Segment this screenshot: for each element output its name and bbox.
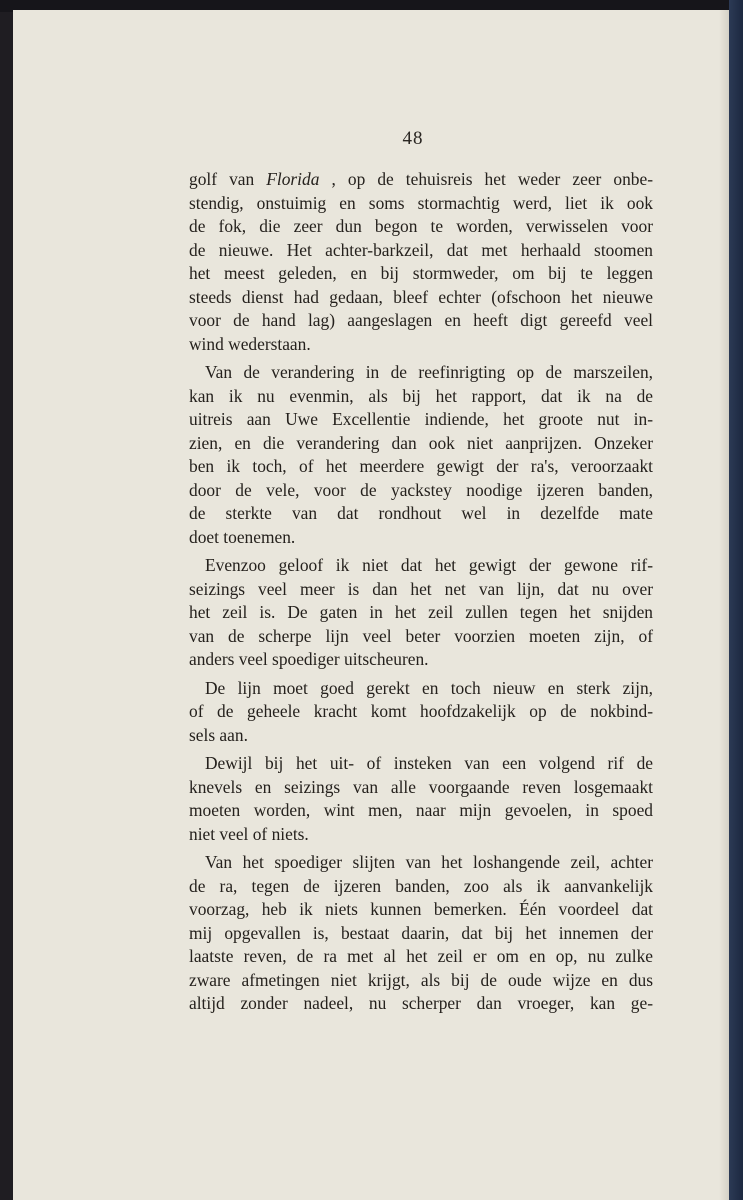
text-line: laatste reven, de ra met al het zeil er om en op, nu zulke <box>189 946 653 966</box>
text-line: voorzag, heb ik niets kunnen bemerken. Één voordeel dat <box>189 899 653 919</box>
text-line: Dewijl bij het uit- of insteken van een volgend rif de <box>205 753 653 773</box>
text-line: zware afmetingen niet krijgt, als bij de oude wijze en dus <box>189 969 653 990</box>
text-segment: golf van <box>189 169 267 189</box>
text-line: De lijn moet goed gerekt en toch nieuw en sterk zijn, <box>205 677 653 698</box>
text-segment: , op de tehuisreis het weder zeer onbe- <box>331 169 653 189</box>
text-line: uitreis aan Uwe Excellentie indiende, het groote nut in- <box>189 409 653 429</box>
text-line: altijd zonder nadeel, nu scherper dan vroeger, kan ge- <box>189 993 653 1013</box>
text-line <box>189 168 653 192</box>
text-line: door de vele, voor de yackstey noodige ijzeren banden, <box>189 479 653 500</box>
place-name-florida: Florida <box>266 169 320 189</box>
text-line: steeds dienst had gedaan, bleef echter (ofschoon het nieuwe <box>189 286 653 307</box>
text-line: Van het spoediger slijten van het loshangende zeil, achter <box>205 852 653 872</box>
text-line: de sterkte van dat rondhout wel in dezelfde mate <box>189 503 653 523</box>
text-line: moeten worden, wint men, naar mijn gevoelen, in spoed <box>189 800 653 820</box>
paragraph <box>189 752 653 846</box>
body-text <box>189 168 653 1016</box>
paragraph <box>189 361 653 549</box>
book-spine-edge <box>729 0 743 1200</box>
text-line: de ra, tegen de ijzeren banden, zoo als ik aanvankelijk <box>189 875 653 896</box>
text-line: of de geheele kracht komt hoofdzakelijk op de nokbind- <box>189 701 653 721</box>
text-line: seizings veel meer is dan het net van lijn, dat nu over <box>189 578 653 599</box>
text-line: kan ik nu evenmin, als bij het rapport, dat ik na de <box>189 385 653 406</box>
text-line: stendig, onstuimig en soms stormachtig werd, liet ik ook <box>189 192 653 213</box>
text-line: knevels en seizings van alle voorgaande reven losgemaakt <box>189 776 653 797</box>
text-line: ben ik toch, of het meerdere gewigt der ra's, veroorzaakt <box>189 456 653 476</box>
paragraph <box>189 851 653 1016</box>
text-line: sels aan. <box>189 724 248 745</box>
text-line: de fok, die zeer dun begon te worden, verwisselen voor <box>189 216 653 236</box>
paragraph <box>189 677 653 748</box>
text-line: Evenzoo geloof ik niet dat het gewigt der gewone rif- <box>205 555 653 575</box>
text-line: het meest geleden, en bij stormweder, om bij te leggen <box>189 263 653 283</box>
text-line: anders veel spoediger uitscheuren. <box>189 649 429 669</box>
text-line: doet toenemen. <box>189 526 296 547</box>
page-number: 48 <box>402 128 424 149</box>
text-line: Van de verandering in de reefinrigting op de marszeilen, <box>205 362 653 382</box>
text-line: voor de hand lag) aangeslagen en heeft digt gereefd veel <box>189 310 653 330</box>
text-line: mij opgevallen is, bestaat daarin, dat bij het innemen der <box>189 922 653 943</box>
text-line: de nieuwe. Het achter-barkzeil, dat met herhaald stoomen <box>189 239 653 260</box>
paragraph <box>189 168 653 356</box>
text-line: zien, en die verandering dan ook niet aanprijzen. Onzeker <box>189 432 653 453</box>
paragraph <box>189 554 653 672</box>
text-line: het zeil is. De gaten in het zeil zullen tegen het snijden <box>189 602 653 622</box>
text-line: niet veel of niets. <box>189 823 309 844</box>
text-line: van de scherpe lijn veel beter voorzien moeten zijn, of <box>189 625 653 646</box>
text-line: wind wederstaan. <box>189 333 311 354</box>
